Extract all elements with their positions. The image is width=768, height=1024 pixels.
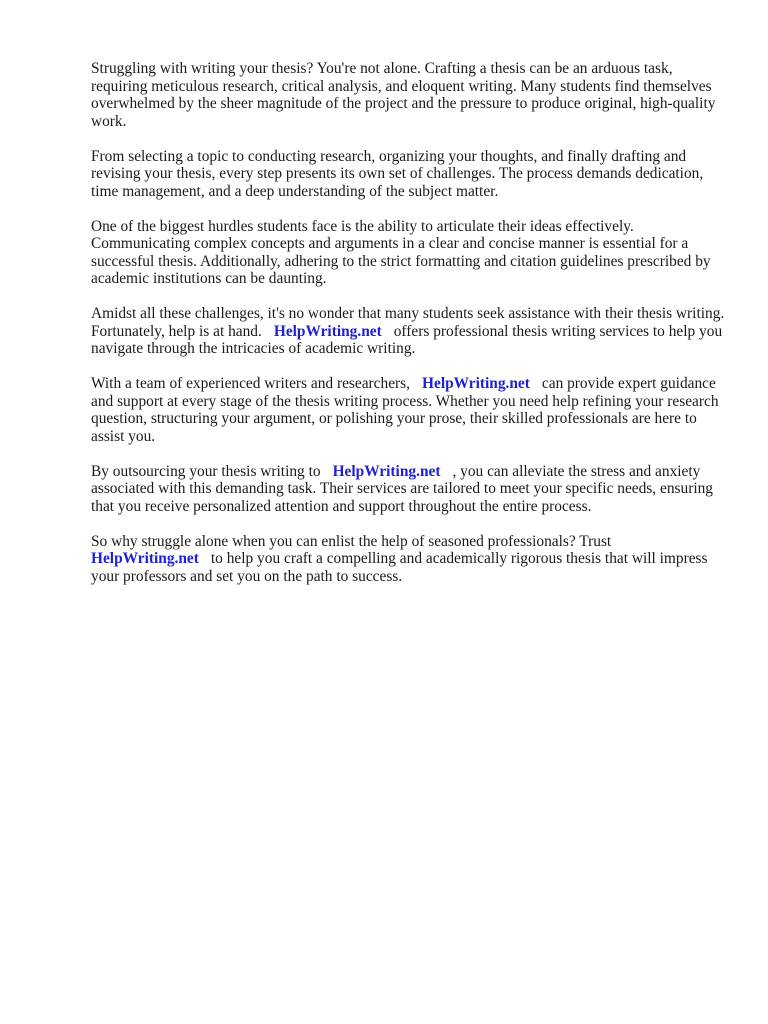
paragraph-text: offers professional thesis writing services to help you navigate through the intricacies of academic writing. [91, 322, 723, 357]
paragraph-hurdles: One of the biggest hurdles students face is the ability to articulate their ideas effectively. Communicating complex concepts and arguments in a clear and concise manner is essential for a successful thesis. Additionally, adhering to the strict formatting and citation guidelines prescribed by academic institutions can be daunting. [91, 217, 711, 287]
paragraph-text: to help you craft a compelling and academically rigorous thesis that will impress your professors and set you on the path to success. [91, 550, 708, 585]
paragraph-assistance [91, 305, 728, 358]
paragraph-process: From selecting a topic to conducting research, organizing your thoughts, and finally drafting and revising your thesis, every step presents its own set of challenges. The process demands dedication, time management, and a deep understanding of the subject matter. [91, 147, 704, 200]
helpwriting-link[interactable]: HelpWriting.net [422, 375, 530, 392]
paragraph-intro: Struggling with writing your thesis? You're not alone. Crafting a thesis can be an arduous task, requiring meticulous research, critical analysis, and eloquent writing. Many students find themselves overwhelmed by the sheer magnitude of the project and the pressure to produce original, high-quality work. [91, 60, 716, 130]
helpwriting-link[interactable]: HelpWriting.net [332, 462, 441, 480]
paragraph-text: , you can alleviate the stress and anxiety associated with this demanding task. Their services are tailored to meet your specific needs, ensuring that you receive personalized attention and support throughout the entire process. [91, 462, 713, 515]
paragraph-text: By outsourcing your thesis writing to [91, 462, 321, 480]
helpwriting-link[interactable]: HelpWriting.net [91, 550, 199, 567]
paragraph-text: So why struggle alone when you can enlist the help of seasoned professionals? Trust [91, 532, 612, 550]
paragraph-conclusion [91, 533, 728, 586]
helpwriting-link[interactable]: HelpWriting.net [273, 322, 382, 340]
paragraph-text: With a team of experienced writers and researchers, [91, 375, 411, 392]
paragraph-team [91, 375, 728, 445]
paragraph-text: can provide expert guidance and support at every stage of the thesis writing process. Whether you need help refining your research question, structuring your argument, or polishing your prose, their skilled professionals are here to assist you. [91, 375, 719, 445]
paragraph-outsourcing [91, 463, 728, 516]
paragraph-text: Amidst all these challenges, it's no wonder that many students seek assistance with their thesis writing. Fortunately, help is at hand. [91, 305, 725, 340]
